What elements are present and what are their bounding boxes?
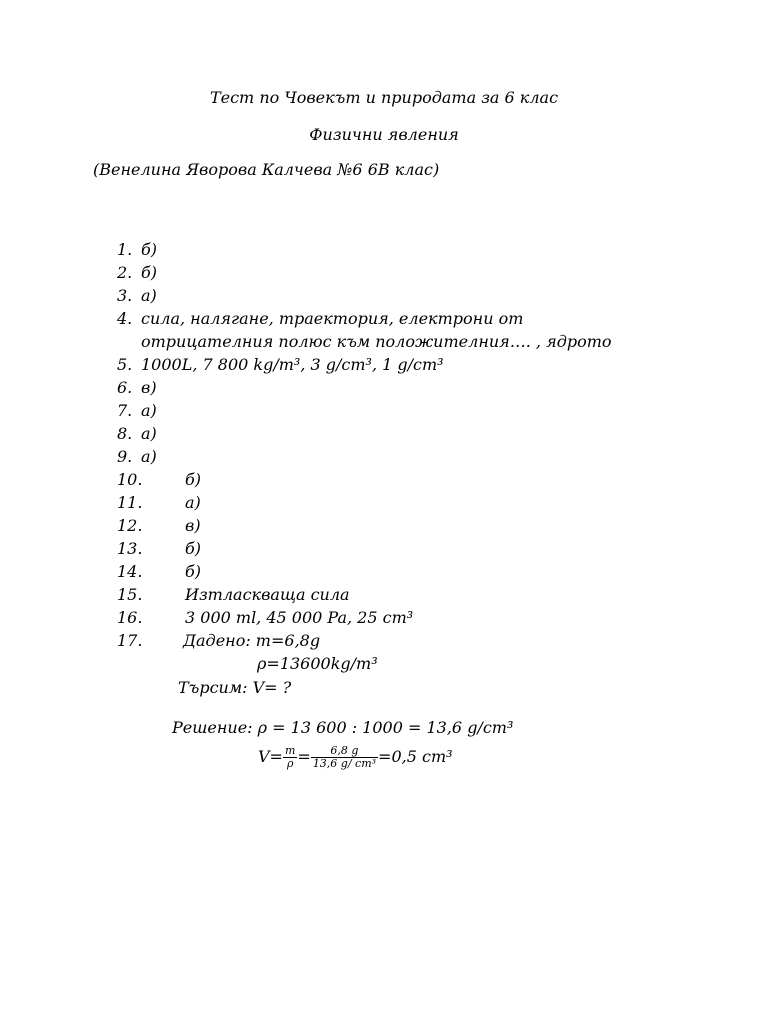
item-answer: б) [141, 240, 158, 259]
document-subtitle: Физични явления [309, 125, 459, 144]
item-number: 3. [117, 286, 133, 305]
volume-formula [258, 742, 453, 772]
sought-value: Търсим: V= ? [178, 678, 292, 697]
item-number: 11. [117, 493, 143, 512]
item-number: 6. [117, 378, 133, 397]
item-answer: 1000L, 7 800 kg/m³, 3 g/cm³, 1 g/cm³ [141, 355, 444, 374]
fraction-m-over-rho [283, 745, 297, 770]
equals-sign: = [297, 747, 311, 766]
item-number: 16. [117, 608, 143, 627]
item-number: 8. [117, 424, 133, 443]
fraction-numerator: 6,8 g [330, 744, 359, 757]
fraction-denominator: ρ [283, 757, 297, 770]
item-answer: б) [141, 263, 158, 282]
item-answer: а) [141, 286, 157, 305]
item-answer: 3 000 ml, 45 000 Pa, 25 cm³ [185, 608, 414, 627]
item-answer: в) [185, 516, 201, 535]
item-number: 7. [117, 401, 133, 420]
item-answer: Дадено: m=6,8g [183, 631, 321, 650]
author-line: (Венелина Яворова Калчева №6 6В клас) [93, 160, 440, 179]
item-number: 17. [117, 631, 143, 650]
item-number: 13. [117, 539, 143, 558]
item-number: 4. [117, 309, 133, 328]
item-number: 15. [117, 585, 143, 604]
item-answer: б) [185, 470, 202, 489]
item-number: 10. [117, 470, 143, 489]
item-number: 12. [117, 516, 143, 535]
formula-result: =0,5 cm³ [378, 747, 453, 766]
solution-line: Решение: ρ = 13 600 : 1000 = 13,6 g/cm³ [172, 718, 514, 737]
formula-prefix: V= [258, 747, 283, 766]
item-answer: б) [185, 539, 202, 558]
item-number: 9. [117, 447, 133, 466]
item-answer: а) [141, 401, 157, 420]
item-number: 14. [117, 562, 143, 581]
item-number: 1. [117, 240, 133, 259]
item-number: 5. [117, 355, 133, 374]
item-answer: а) [185, 493, 201, 512]
item-answer: а) [141, 424, 157, 443]
item-answer: Изтласкваща сила [185, 585, 350, 604]
item-answer: а) [141, 447, 157, 466]
document-title: Тест по Човекът и природата за 6 клас [209, 88, 559, 107]
fraction-numerator: m [284, 744, 296, 757]
item-answer: б) [185, 562, 202, 581]
fraction-denominator: 13,6 g/ cm³ [312, 757, 377, 770]
fraction-values [311, 745, 378, 770]
item-answer: в) [141, 378, 157, 397]
given-density: ρ=13600kg/m³ [257, 654, 378, 673]
item-answer-continuation: отрицателния полюс към положителния…. , ядрото [141, 332, 612, 351]
item-answer: сила, налягане, траектория, електрони от [141, 309, 524, 328]
item-number: 2. [117, 263, 133, 282]
